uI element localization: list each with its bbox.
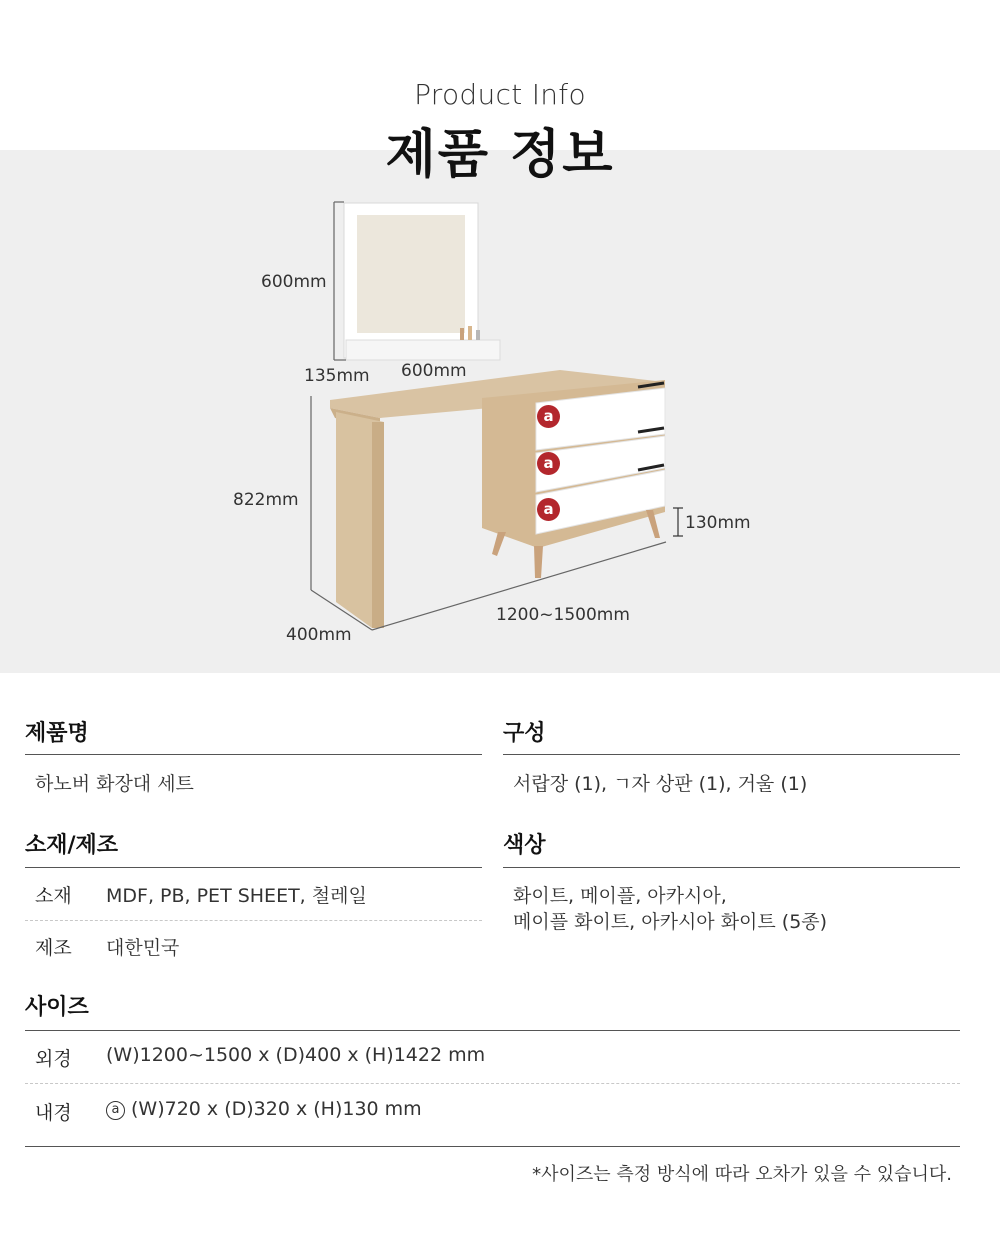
- desk-drawing: [330, 370, 665, 628]
- mirror-drawing: [344, 203, 500, 360]
- material-title: 소재/제조: [25, 833, 119, 858]
- material-label: 소재: [35, 885, 72, 907]
- dim-leg-height: 130mm: [685, 513, 751, 533]
- dim-mirror-height: 600mm: [261, 272, 327, 292]
- origin-label: 제조: [35, 937, 72, 959]
- size-title: 사이즈: [25, 995, 89, 1020]
- inner-size-value: (W)720 x (D)320 x (H)130 mm: [131, 1098, 422, 1120]
- composition-title: 구성: [503, 721, 546, 746]
- drawer-badge: a: [537, 405, 560, 428]
- divider: [25, 867, 482, 868]
- drawer-badge: a: [537, 498, 560, 521]
- size-footnote: *사이즈는 측정 방식에 따라 오차가 있을 수 있습니다.: [532, 1164, 952, 1185]
- product-name-title: 제품명: [25, 721, 89, 746]
- color-line-2: 메이플 화이트, 아카시아 화이트 (5종): [513, 911, 828, 933]
- color-title: 색상: [503, 833, 546, 858]
- title-english: Product Info: [414, 78, 586, 111]
- origin-value: 대한민국: [106, 937, 180, 959]
- dim-desk-height: 822mm: [233, 490, 299, 510]
- divider: [503, 867, 960, 868]
- dim-mirror-width: 600mm: [401, 361, 467, 381]
- product-name-value: 하노버 화장대 세트: [35, 773, 194, 795]
- divider: [25, 1030, 960, 1031]
- dashed-divider: [25, 920, 482, 921]
- outer-size-value: (W)1200~1500 x (D)400 x (H)1422 mm: [106, 1044, 486, 1066]
- dim-mirror-depth: 135mm: [304, 366, 370, 386]
- dim-desk-depth: 400mm: [286, 625, 352, 645]
- vanity-illustration: [0, 150, 1000, 673]
- divider: [25, 754, 482, 755]
- page-title: 제품 정보: [385, 125, 615, 185]
- divider: [503, 754, 960, 755]
- drawer-marker: a: [106, 1101, 125, 1120]
- dim-desk-width: 1200~1500mm: [496, 605, 630, 625]
- inner-size-row: [106, 1098, 422, 1120]
- material-value: MDF, PB, PET SHEET, 철레일: [106, 885, 367, 907]
- dashed-divider: [25, 1083, 960, 1084]
- drawer-badge: a: [537, 452, 560, 475]
- outer-size-label: 외경: [35, 1048, 72, 1070]
- divider: [25, 1146, 960, 1147]
- product-figure: [0, 150, 1000, 673]
- page-header: [0, 0, 1000, 185]
- inner-size-label: 내경: [35, 1102, 72, 1124]
- composition-value: 서랍장 (1), ㄱ자 상판 (1), 거울 (1): [513, 773, 808, 795]
- color-line-1: 화이트, 메이플, 아카시아,: [513, 885, 727, 907]
